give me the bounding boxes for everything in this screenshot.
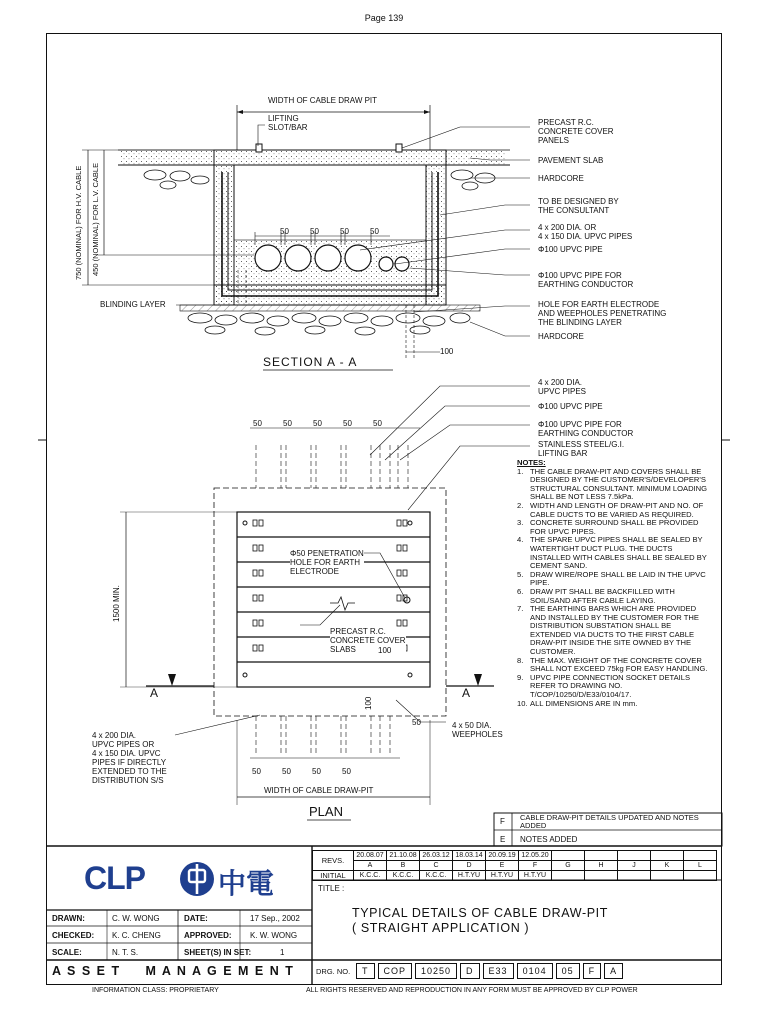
notes-list xyxy=(517,468,713,709)
checked-label: CHECKED: xyxy=(52,931,95,940)
revision-date: 20.08.07 xyxy=(354,851,387,861)
callout-earthing-pipe: Φ100 UPVC PIPE FOR EARTHING CONDUCTOR xyxy=(538,271,634,289)
section-mark-right: A xyxy=(462,686,471,700)
info-class: INFORMATION CLASS: PROPRIETARY xyxy=(92,987,219,994)
note-text: THE EARTHING BARS WHICH ARE PROVIDED AND INSTALLED BY THE CUSTOMER FOR THE DISTRIBUTION SUBSTATION SHALL BE EXTENDED VIA DUCTS TO THE FIRST CABLE DRAW-PIT INSIDE THE SITE OWNED BY THE CUSTOMER. xyxy=(530,604,699,657)
revision-date xyxy=(585,851,618,861)
revision-initial xyxy=(552,871,585,881)
lv-cable-depth-label: 450 (NOMINAL) FOR L.V. CABLE xyxy=(91,162,100,276)
drawing-number-part: T xyxy=(356,963,375,979)
revs-label: REVS. xyxy=(313,851,354,871)
note-number: 1. xyxy=(517,466,524,476)
drawing-number-part: COP xyxy=(378,963,413,979)
plan-dim-100: 100 xyxy=(378,646,392,655)
note-item xyxy=(517,674,713,700)
date-label: DATE: xyxy=(184,914,208,923)
revision-date xyxy=(684,851,717,861)
section-a-a-drawing xyxy=(82,105,530,370)
plan-dim-100-vertical: 100 xyxy=(364,696,373,710)
note-number: 7. xyxy=(517,604,524,614)
title-block-frame xyxy=(46,813,722,985)
revision-letter-cell: D xyxy=(453,861,486,871)
plan-callout-lifting-bar: STAINLESS STEEL/G.I. LIFTING BAR xyxy=(538,440,625,458)
clp-logo xyxy=(180,862,214,896)
note-item xyxy=(517,468,713,502)
plan-width-label: WIDTH OF CABLE DRAW-PIT xyxy=(264,786,374,795)
note-text: ALL DIMENSIONS ARE IN mm. xyxy=(530,698,638,708)
scale-label: SCALE: xyxy=(52,948,82,957)
revision-letter-cell: K xyxy=(651,861,684,871)
drawing-number xyxy=(356,963,623,979)
callout-precast-cover: PRECAST R.C. CONCRETE COVER PANELS xyxy=(538,118,614,145)
callout-designed-by: TO BE DESIGNED BY THE CONSULTANT xyxy=(538,197,619,215)
plan-callout-phi100: Φ100 UPVC PIPE xyxy=(538,402,603,411)
note-text: THE CABLE DRAW-PIT AND COVERS SHALL BE DESIGNED BY THE CUSTOMER'S/DEVELOPER'S STRUCTURAL CONSULTANT. MINIMUM LOADING SHALL BE NOT LESS 7.5kPa. xyxy=(530,466,708,502)
revision-initial xyxy=(618,871,651,881)
callout-hardcore-top: HARDCORE xyxy=(538,174,584,183)
checked-value: K. C. CHENG xyxy=(112,931,161,940)
clp-logo-chinese: 中電 xyxy=(218,867,275,900)
revision-date xyxy=(618,851,651,861)
revision-letter-cell: G xyxy=(552,861,585,871)
weepholes-label: 4 x 50 DIA. WEEPHOLES xyxy=(452,721,503,739)
revision-date: 21.10.08 xyxy=(387,851,420,861)
revision-initial: K.C.C. xyxy=(387,871,420,881)
initial-label: INITIAL xyxy=(313,871,354,881)
revision-initial xyxy=(651,871,684,881)
note-text: THE MAX. WEIGHT OF THE CONCRETE COVER SHALL NOT EXCEED 75kg FOR EASY HANDLING. xyxy=(530,655,708,674)
note-number: 9. xyxy=(517,672,524,682)
pipe-spacing-label: 50 xyxy=(310,227,319,236)
plan-dim-bottom: 50 xyxy=(342,767,351,776)
revision-letter-cell: H xyxy=(585,861,618,871)
note-number: 3. xyxy=(517,518,524,528)
plan-dim-bottom: 50 xyxy=(312,767,321,776)
note-text: CONCRETE SURROUND SHALL BE PROVIDED FOR UPVC PIPES. xyxy=(530,518,699,536)
clp-logo-text: CLP xyxy=(84,860,145,896)
revision-letter-cell: C xyxy=(420,861,453,871)
note-item xyxy=(517,657,713,674)
revision-initial: H.T.YU xyxy=(486,871,519,881)
sheets-label: SHEET(S) IN SET: xyxy=(184,948,252,957)
note-number: 6. xyxy=(517,586,524,596)
revision-initial xyxy=(585,871,618,881)
note-text: UPVC PIPE CONNECTION SOCKET DETAILS REFER TO DRAWING NO. T/COP/10250/D/E33/0104/17. xyxy=(530,672,691,700)
revision-table xyxy=(312,850,717,881)
revision-letter: F xyxy=(500,817,505,826)
note-item xyxy=(517,536,713,570)
note-item xyxy=(517,502,713,519)
plan-dim-50-weep: 50 xyxy=(412,718,421,727)
drawing-number-part: F xyxy=(583,963,602,979)
revision-initial xyxy=(684,871,717,881)
callout-upvc-pipes: 4 x 200 DIA. OR 4 x 150 DIA. UPVC PIPES xyxy=(538,223,633,241)
blinding-layer-label: BLINDING LAYER xyxy=(100,300,166,309)
note-number: 5. xyxy=(517,569,524,579)
plan-dim-top: 50 xyxy=(283,419,292,428)
pipe-spacing-label: 50 xyxy=(340,227,349,236)
revision-letter-cell: F xyxy=(519,861,552,871)
plan-dim-top: 50 xyxy=(373,419,382,428)
note-number: 10. xyxy=(517,698,528,708)
drawn-label: DRAWN: xyxy=(52,914,85,923)
pipe-spacing-label: 50 xyxy=(280,227,289,236)
drawing-number-part: D xyxy=(460,963,480,979)
notes-header: NOTES: xyxy=(517,458,546,467)
revision-date xyxy=(651,851,684,861)
revision-letter-cell: L xyxy=(684,861,717,871)
revision-date: 18.03.14 xyxy=(453,851,486,861)
drawing-number-part: A xyxy=(604,963,623,979)
revision-letter-cell: B xyxy=(387,861,420,871)
drawing-number-part: 0104 xyxy=(517,963,553,979)
callout-hardcore-base: HARDCORE xyxy=(538,332,584,341)
revision-initial: H.T.YU xyxy=(453,871,486,881)
revision-letter-cell: E xyxy=(486,861,519,871)
note-number: 2. xyxy=(517,500,524,510)
note-text: WIDTH AND LENGTH OF DRAW-PIT AND NO. OF CABLE DUCTS TO BE VARIED AS REQUIRED. xyxy=(530,500,704,519)
asset-management-banner: A S S E T M A N A G E M E N T xyxy=(52,964,295,978)
drawing-number-label: DRG. NO. xyxy=(316,967,351,976)
note-number: 8. xyxy=(517,655,524,665)
note-item xyxy=(517,519,713,536)
drawing-number-part: 05 xyxy=(556,963,580,979)
callout-pavement-slab: PAVEMENT SLAB xyxy=(538,156,604,165)
callout-earth-electrode: HOLE FOR EARTH ELECTRODE AND WEEPHOLES PENETRATING THE BLINDING LAYER xyxy=(538,300,667,327)
drawn-value: C. W. WONG xyxy=(112,914,160,923)
plan-dim-bottom: 50 xyxy=(282,767,291,776)
revision-initial: K.C.C. xyxy=(420,871,453,881)
scale-value: N. T. S. xyxy=(112,948,139,957)
plan-dim-top: 50 xyxy=(343,419,352,428)
section-width-label: WIDTH OF CABLE DRAW PIT xyxy=(268,96,378,105)
section-title: SECTION A - A xyxy=(263,355,358,369)
plan-dim-top: 50 xyxy=(253,419,262,428)
note-number: 4. xyxy=(517,535,524,545)
callout-phi100-pipe: Φ100 UPVC PIPE xyxy=(538,245,603,254)
lifting-slot-label: LIFTING SLOT/BAR xyxy=(268,114,308,132)
drawing-number-part: E33 xyxy=(483,963,514,979)
revision-note-text: CABLE DRAW-PIT DETAILS UPDATED AND NOTES ADDED xyxy=(520,813,699,830)
plan-dim-top: 50 xyxy=(313,419,322,428)
electrode-offset-label: 100 xyxy=(440,347,454,356)
revision-date xyxy=(552,851,585,861)
plan-title: PLAN xyxy=(309,804,343,819)
note-text: DRAW WIRE/ROPE SHALL BE LAID IN THE UPVC PIPE. xyxy=(530,569,706,588)
revision-date: 26.03.12 xyxy=(420,851,453,861)
drawing-title-line-2: ( STRAIGHT APPLICATION ) xyxy=(352,921,530,935)
revision-date: 12.05.20 xyxy=(519,851,552,861)
plan-length-dim: 1500 MIN. xyxy=(112,585,121,622)
section-mark-left: A xyxy=(150,686,159,700)
page-number: Page 139 xyxy=(364,13,404,23)
plan-dim-bottom: 50 xyxy=(252,767,261,776)
plan-drawing xyxy=(120,386,530,820)
notes-panel xyxy=(517,459,713,708)
note-item xyxy=(517,588,713,605)
cover-slabs-label: PRECAST R.C. CONCRETE COVER SLABS xyxy=(330,627,406,654)
pipe-spacing-label: 50 xyxy=(370,227,379,236)
revision-initial: K.C.C. xyxy=(354,871,387,881)
drawing-number-part: 10250 xyxy=(415,963,457,979)
plan-pipes-left-label: 4 x 200 DIA. UPVC PIPES OR 4 x 150 DIA. UPVC PIPES IF DIRECTLY EXTENDED TO THE DISTRIBUTION S/S xyxy=(92,731,167,785)
copyright-notice: ALL RIGHTS RESERVED AND REPRODUCTION IN ANY FORM MUST BE APPROVED BY CLP POWER xyxy=(306,987,638,994)
revision-initial: H.T.YU xyxy=(519,871,552,881)
approved-value: K. W. WONG xyxy=(250,931,298,940)
note-item xyxy=(517,700,713,709)
revision-letter-cell: A xyxy=(354,861,387,871)
revision-letter-cell: J xyxy=(618,861,651,871)
drawing-title-line-1: TYPICAL DETAILS OF CABLE DRAW-PIT xyxy=(352,906,608,920)
revision-note-text: NOTES ADDED xyxy=(520,835,578,844)
note-text: THE SPARE UPVC PIPES SHALL BE SEALED BY WATERTIGHT DUCT PLUG. THE DUCTS INSTALLED WITH CABLES SHALL BE SEALED BY CEMENT SAND. xyxy=(530,535,707,571)
revision-letter: E xyxy=(500,835,506,844)
note-text: DRAW PIT SHALL BE BACKFILLED WITH SOIL/SAND AFTER CABLE LAYING. xyxy=(530,586,675,605)
penetration-hole-label: Φ50 PENETRATION HOLE FOR EARTH ELECTRODE xyxy=(290,549,364,576)
note-item xyxy=(517,571,713,588)
date-value: 17 Sep., 2002 xyxy=(250,914,300,923)
revision-date: 20.09.19 xyxy=(486,851,519,861)
plan-callout-earthing: Φ100 UPVC PIPE FOR EARTHING CONDUCTOR xyxy=(538,420,634,438)
title-label: TITLE : xyxy=(318,884,345,893)
note-item xyxy=(517,605,713,657)
approved-label: APPROVED: xyxy=(184,931,232,940)
sheets-value: 1 xyxy=(280,948,285,957)
hv-cable-depth-label: 750 (NOMINAL) FOR H.V. CABLE xyxy=(74,165,83,280)
plan-callout-upvc-pipes: 4 x 200 DIA. UPVC PIPES xyxy=(538,378,587,396)
